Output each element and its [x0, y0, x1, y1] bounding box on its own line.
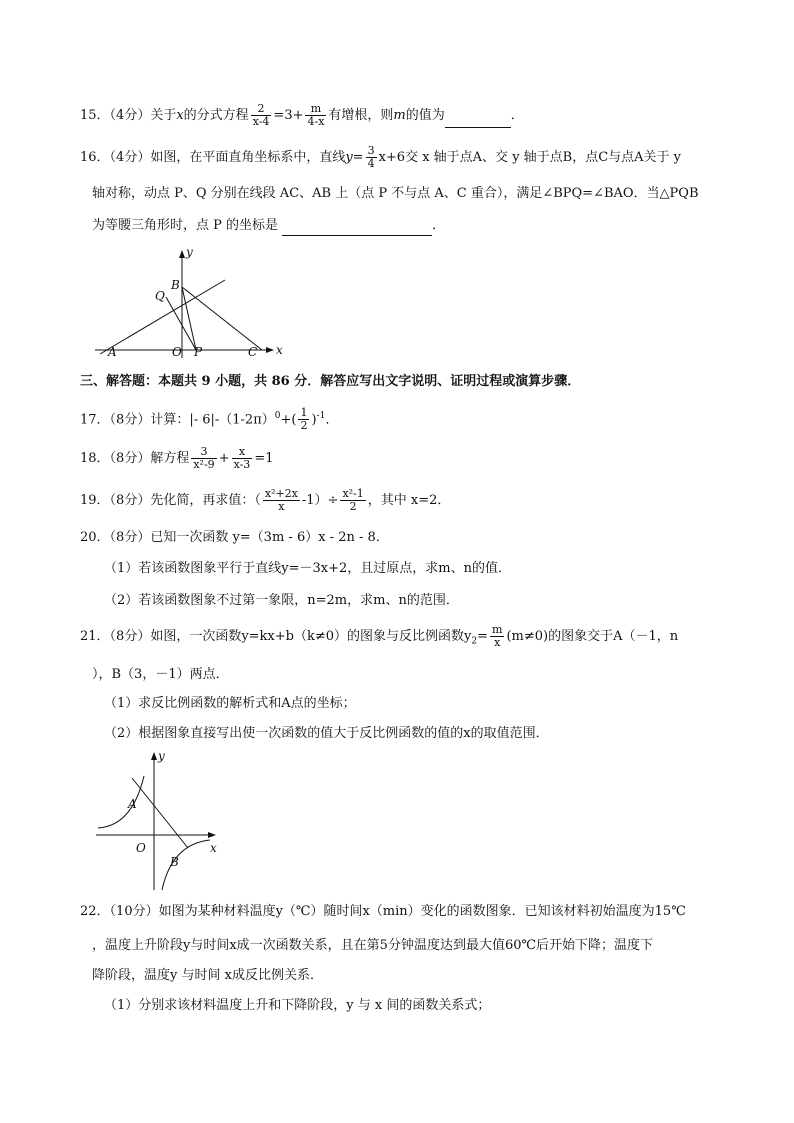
- q17-fraction: [298, 407, 309, 432]
- fig21-label-x: x: [210, 841, 217, 855]
- q21-y2-sub: 2: [471, 636, 478, 647]
- q17-power-0: 0: [274, 411, 281, 421]
- q21-y2: y: [464, 629, 472, 644]
- q22-part-1: （1）分别求该材料温度上升和下降阶段，y 与 x 间的函数关系式；: [104, 998, 491, 1013]
- q21-line-2: ），B（3，－1）两点．: [92, 667, 229, 682]
- q15-eq: =3+: [273, 108, 304, 123]
- fig16-y-arrow: [179, 250, 185, 258]
- q19-f2-den: 2: [349, 500, 357, 513]
- q21-part-2: （2）根据图象直接写出使一次函数的值大于反比例函数的值的x的取值范围．: [104, 726, 549, 741]
- q19-fraction-2: [340, 488, 365, 513]
- q18-number: 18．（8分）解方程: [80, 451, 190, 466]
- fig16-line-qp: [166, 297, 196, 350]
- q18-f1-num: 3: [191, 446, 216, 459]
- fig21-label-y: y: [158, 749, 165, 763]
- q18-f2-num: x: [232, 446, 253, 459]
- q15-f1-den: x-4: [252, 115, 270, 128]
- q15-line: [80, 103, 524, 128]
- q16-number: 16．（4分）如图，在平面直角坐标系中，直线: [80, 150, 346, 165]
- q19-end: ，其中 x=2．: [367, 493, 451, 508]
- q18-fraction-1: [191, 446, 216, 471]
- q16-answer-blank[interactable]: [282, 221, 432, 236]
- fig16-label-q: Q: [155, 289, 165, 303]
- q18-f2-den: x-3: [233, 458, 251, 471]
- q15-text3: 的值为: [405, 108, 445, 123]
- fig16-label-o: O: [172, 345, 182, 359]
- q17-f-num: 1: [300, 406, 308, 420]
- q17-plus: +(: [280, 412, 297, 428]
- q16-figure: [90, 240, 300, 365]
- q21-fraction: [490, 624, 504, 649]
- q17-number: 17．（8分）计算：|- 6|-（1-2π）: [80, 412, 275, 428]
- q16-f-num: 3: [367, 144, 375, 157]
- q22-line-1: 22．（10分）如图为某种材料温度y（℃）随时间x（min）变化的函数图象．已知该材料初始温度为15℃: [80, 904, 686, 919]
- q21-number: 21．（8分）如图，一次函数y=kx+b（k≠0）的图象与反比例函数: [80, 629, 465, 644]
- q17-line: [80, 406, 338, 432]
- q15-end: ．: [510, 108, 524, 123]
- q19-mid: -1）÷: [301, 493, 339, 508]
- q16-fraction: [366, 145, 377, 170]
- q18-end: =1: [254, 451, 274, 466]
- q15-f1-num: 2: [251, 103, 272, 116]
- q21-f-num: m: [492, 623, 503, 636]
- q19-f1-num: x²+2x: [264, 487, 298, 500]
- fig21-y-arrow: [151, 752, 157, 760]
- q16-tail: x+6交 x 轴于点A、交 y 轴于点B，点C与点A关于 y: [378, 150, 682, 165]
- q15-number: 15．（4分）关于: [80, 108, 177, 123]
- section-3-heading: 三、解答题：本题共 9 小题，共 86 分．解答应写出文字说明、证明过程或演算步骤．: [80, 374, 581, 389]
- q18-f1-den: x²-9: [193, 458, 215, 471]
- q21-tail: (m≠0)的图象交于A（－1，n: [506, 629, 679, 644]
- fig21-line-ab: [132, 778, 188, 848]
- fig16-label-a: A: [108, 345, 117, 359]
- q16-f-den: 4: [367, 157, 375, 170]
- q15-f2-den: 4-x: [307, 115, 325, 128]
- q19-fraction-1: [263, 488, 300, 513]
- q17-end: ．: [325, 412, 339, 428]
- q22-line-3: 降阶段，温度y 与时间 x成反比例关系．: [92, 968, 323, 983]
- q15-fraction-2: [305, 103, 326, 128]
- q15-var-m: m: [393, 108, 406, 123]
- fig16-label-y: y: [186, 245, 193, 259]
- q21-eq: =: [477, 629, 489, 644]
- q20-stem: 20．（8分）已知一次函数 y=（3m - 6）x - 2n - 8．: [80, 530, 389, 545]
- fig21-label-o: O: [136, 841, 146, 855]
- fig16-x-arrow: [266, 347, 274, 353]
- fig16-label-x: x: [276, 343, 283, 357]
- q18-fraction-2: [232, 446, 253, 471]
- q16-end: ．: [432, 218, 446, 233]
- q19-number: 19．（8分）先化简，再求值：（: [80, 493, 261, 508]
- q20-part-1: （1）若该函数图象平行于直线y=－3x+2，且过原点，求m、n的值．: [104, 561, 511, 576]
- q15-fraction-1: [251, 103, 272, 128]
- q21-f-den: x: [494, 636, 501, 649]
- q15-text1: 的分式方程: [183, 108, 249, 123]
- q15-f2-num: m: [305, 103, 326, 116]
- q19-f2-num: x²-1: [342, 487, 364, 500]
- q21-part-1: （1）求反比例函数的解析式和A点的坐标；: [104, 696, 356, 711]
- q16-line-2: 轴对称，动点 P、Q 分别在线段 AC、AB 上（点 P 不与点 A、C 重合），满足∠BPQ=∠BAO．当△PQB: [92, 186, 699, 201]
- q22-line-2: ，温度上升阶段y与时间x成一次函数关系，且在第5分钟温度达到最大值60℃后开始下降；温度下: [92, 938, 654, 953]
- q20-part-2: （2）若该函数图象不过第一象限，n=2m，求m、n的范围．: [104, 593, 459, 608]
- q18-line: [80, 446, 273, 471]
- fig21-x-arrow: [208, 832, 216, 838]
- q17-power-neg1: -1: [316, 411, 326, 421]
- q15-text2: 有增根，则: [328, 108, 394, 123]
- fig21-label-b: B: [170, 855, 179, 869]
- q19-f1-den: x: [278, 500, 285, 513]
- q17-f-den: 2: [300, 419, 308, 433]
- q17-close: ): [311, 412, 317, 428]
- fig16-label-p: P: [194, 345, 203, 359]
- fig16-label-b: B: [171, 278, 180, 292]
- q21-line-1: [80, 624, 678, 652]
- q15-answer-blank[interactable]: [445, 113, 511, 128]
- q18-plus: +: [218, 451, 230, 466]
- q16-y-eq: y=: [345, 150, 364, 165]
- fig21-label-a: A: [128, 797, 137, 811]
- q16-line-1: [80, 145, 681, 170]
- q19-line: [80, 488, 450, 513]
- fig16-label-c: C: [248, 345, 258, 359]
- q16-line3-text: 为等腰三角形时，点 P 的坐标是: [92, 218, 279, 233]
- q15-var-x: x: [176, 108, 184, 123]
- q21-figure: [92, 748, 227, 898]
- q16-line-3: [92, 216, 445, 236]
